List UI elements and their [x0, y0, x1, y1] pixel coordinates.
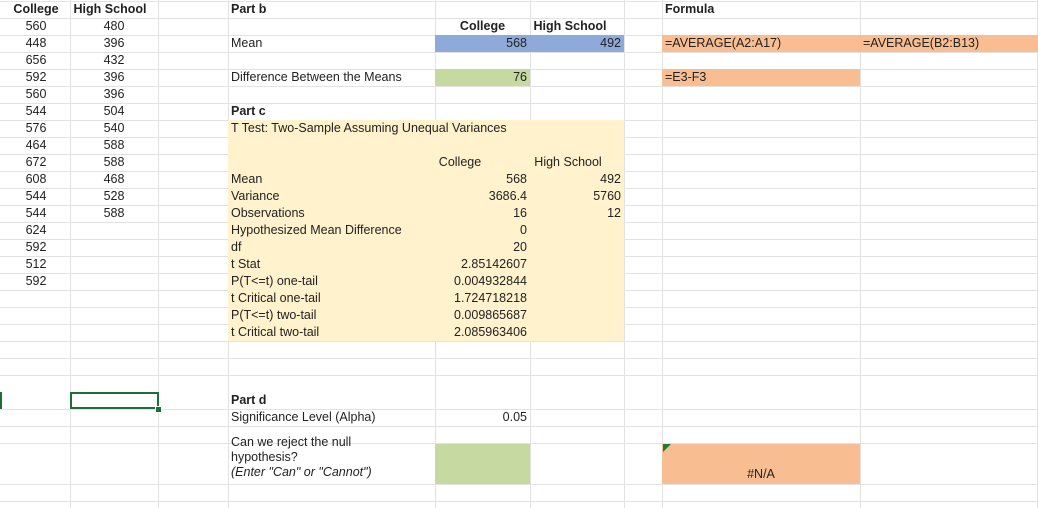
ttest-college-value[interactable]: 0.009865687 [454, 308, 527, 322]
college-value-cell[interactable]: 544 [25, 206, 47, 220]
ttest-college-value[interactable]: 2.085963406 [454, 325, 527, 339]
ttest-high-school-value[interactable] [530, 239, 624, 256]
college-value-cell[interactable]: 624 [25, 223, 47, 237]
grid-column-line [624, 0, 625, 508]
grid-row-line [0, 358, 1038, 359]
part-d-title[interactable]: Part d [231, 393, 267, 407]
college-value-cell[interactable]: 544 [25, 189, 47, 203]
ttest-high-school-value[interactable]: 12 [607, 206, 621, 220]
ttest-row-label[interactable]: Mean [231, 172, 263, 186]
ttest-college-value[interactable]: 20 [513, 240, 527, 254]
high-school-value-cell[interactable]: 396 [103, 87, 125, 101]
question-line-1: Can we reject the null [231, 435, 352, 449]
college-value-cell[interactable]: 608 [25, 172, 47, 186]
selection-handle[interactable] [155, 406, 162, 413]
grid-row-line [0, 341, 1038, 342]
college-value-cell[interactable]: 672 [25, 155, 47, 169]
alpha-value[interactable]: 0.05 [502, 410, 527, 424]
part-b-high-school-header[interactable]: High School [533, 19, 607, 33]
ttest-row-label[interactable]: P(T<=t) two-tail [231, 308, 317, 322]
grid-row-line [0, 375, 1038, 376]
question-line-2: hypothesis? [231, 450, 298, 464]
grid-row-line [0, 1, 1038, 2]
row-indicator [0, 392, 2, 409]
high-school-value-cell[interactable]: 504 [103, 104, 125, 118]
high-school-value-cell[interactable]: 528 [103, 189, 125, 203]
grid-column-line [158, 0, 159, 508]
high-school-header[interactable]: High School [73, 2, 147, 16]
ttest-high-school-value[interactable]: 492 [600, 172, 621, 186]
part-c-title[interactable]: Part c [231, 104, 266, 118]
formula-college-mean[interactable]: =AVERAGE(A2:A17) [665, 36, 782, 50]
ttest-row-label[interactable]: t Critical two-tail [231, 325, 320, 339]
grid-column-line [860, 0, 861, 508]
alpha-label[interactable]: Significance Level (Alpha) [231, 410, 376, 424]
ttest-row-label[interactable]: Observations [231, 206, 305, 220]
ttest-row-label[interactable]: Variance [231, 189, 280, 203]
high-school-value-cell[interactable]: 588 [103, 155, 125, 169]
ttest-high-school-value[interactable] [530, 324, 624, 341]
college-value-cell[interactable]: 560 [25, 19, 47, 33]
mean-college-value[interactable]: 568 [506, 36, 527, 50]
ttest-college-value[interactable]: 16 [513, 206, 527, 220]
high-school-value-cell[interactable]: 588 [103, 206, 125, 220]
ttest-college-value[interactable]: 568 [506, 172, 527, 186]
high-school-value-cell[interactable]: 396 [103, 70, 125, 84]
high-school-value-cell[interactable]: 588 [103, 138, 125, 152]
ttest-college-value[interactable]: 3686.4 [488, 189, 527, 203]
college-value-cell[interactable]: 448 [25, 36, 47, 50]
cell-comment-marker-icon [663, 444, 671, 452]
mean-label[interactable]: Mean [231, 36, 263, 50]
high-school-value-cell[interactable]: 468 [103, 172, 125, 186]
college-value-cell[interactable]: 512 [25, 257, 47, 271]
ttest-high-school-value[interactable]: 5760 [593, 189, 621, 203]
ttest-row-label[interactable]: P(T<=t) one-tail [231, 274, 318, 288]
high-school-value-cell[interactable]: 432 [103, 53, 125, 67]
college-value-cell[interactable]: 576 [25, 121, 47, 135]
ttest-row-label[interactable]: Hypothesized Mean Difference [231, 223, 402, 237]
ttest-row-label[interactable]: t Stat [231, 257, 261, 271]
ttest-college-value[interactable]: 0.004932844 [454, 274, 527, 288]
question-line-3: (Enter "Can" or "Cannot") [231, 465, 372, 479]
ttest-title[interactable]: T Test: Two-Sample Assuming Unequal Variances [231, 121, 507, 135]
college-header[interactable]: College [13, 2, 59, 16]
selected-cell[interactable] [70, 392, 159, 409]
college-value-cell[interactable]: 544 [25, 104, 47, 118]
college-value-cell[interactable]: 592 [25, 70, 47, 84]
college-value-cell[interactable]: 560 [25, 87, 47, 101]
high-school-value-cell[interactable]: 396 [103, 36, 125, 50]
part-b-college-header[interactable]: College [459, 19, 506, 33]
ttest-high-school-value[interactable] [530, 273, 624, 290]
grid-row-line [0, 426, 1038, 427]
grid-row-line [0, 501, 1038, 502]
question-cell[interactable] [228, 435, 435, 484]
ttest-row-label[interactable]: df [231, 240, 242, 254]
ttest-college-value[interactable]: 0 [520, 223, 527, 237]
ttest-high-school-value[interactable] [530, 256, 624, 273]
ttest-college-value[interactable]: 2.85142607 [460, 257, 527, 271]
ttest-college-header[interactable]: College [438, 155, 482, 169]
difference-value[interactable]: 76 [513, 70, 527, 84]
college-value-cell[interactable]: 592 [25, 240, 47, 254]
answer-input-cell[interactable] [435, 444, 530, 484]
formula-difference[interactable]: =E3-F3 [665, 70, 707, 84]
college-value-cell[interactable]: 592 [25, 274, 47, 288]
formula-title[interactable]: Formula [665, 2, 715, 16]
ttest-college-value[interactable]: 1.724718218 [454, 291, 527, 305]
ttest-row-label[interactable]: t Critical one-tail [231, 291, 321, 305]
formula-result-value[interactable]: #N/A [747, 467, 775, 481]
ttest-high-school-value[interactable] [530, 307, 624, 324]
college-value-cell[interactable]: 464 [25, 138, 47, 152]
ttest-high-school-header[interactable]: High School [534, 155, 602, 169]
ttest-high-school-value[interactable] [530, 290, 624, 307]
formula-high-school-mean[interactable]: =AVERAGE(B2:B13) [863, 36, 980, 50]
high-school-value-cell[interactable]: 540 [103, 121, 125, 135]
difference-label[interactable]: Difference Between the Means [231, 70, 402, 84]
mean-high-school-value[interactable]: 492 [600, 36, 621, 50]
high-school-value-cell[interactable]: 480 [103, 19, 125, 33]
ttest-high-school-value[interactable] [530, 222, 624, 239]
grid-row-line [0, 484, 1038, 485]
college-value-cell[interactable]: 656 [25, 53, 47, 67]
part-b-title[interactable]: Part b [231, 2, 267, 16]
